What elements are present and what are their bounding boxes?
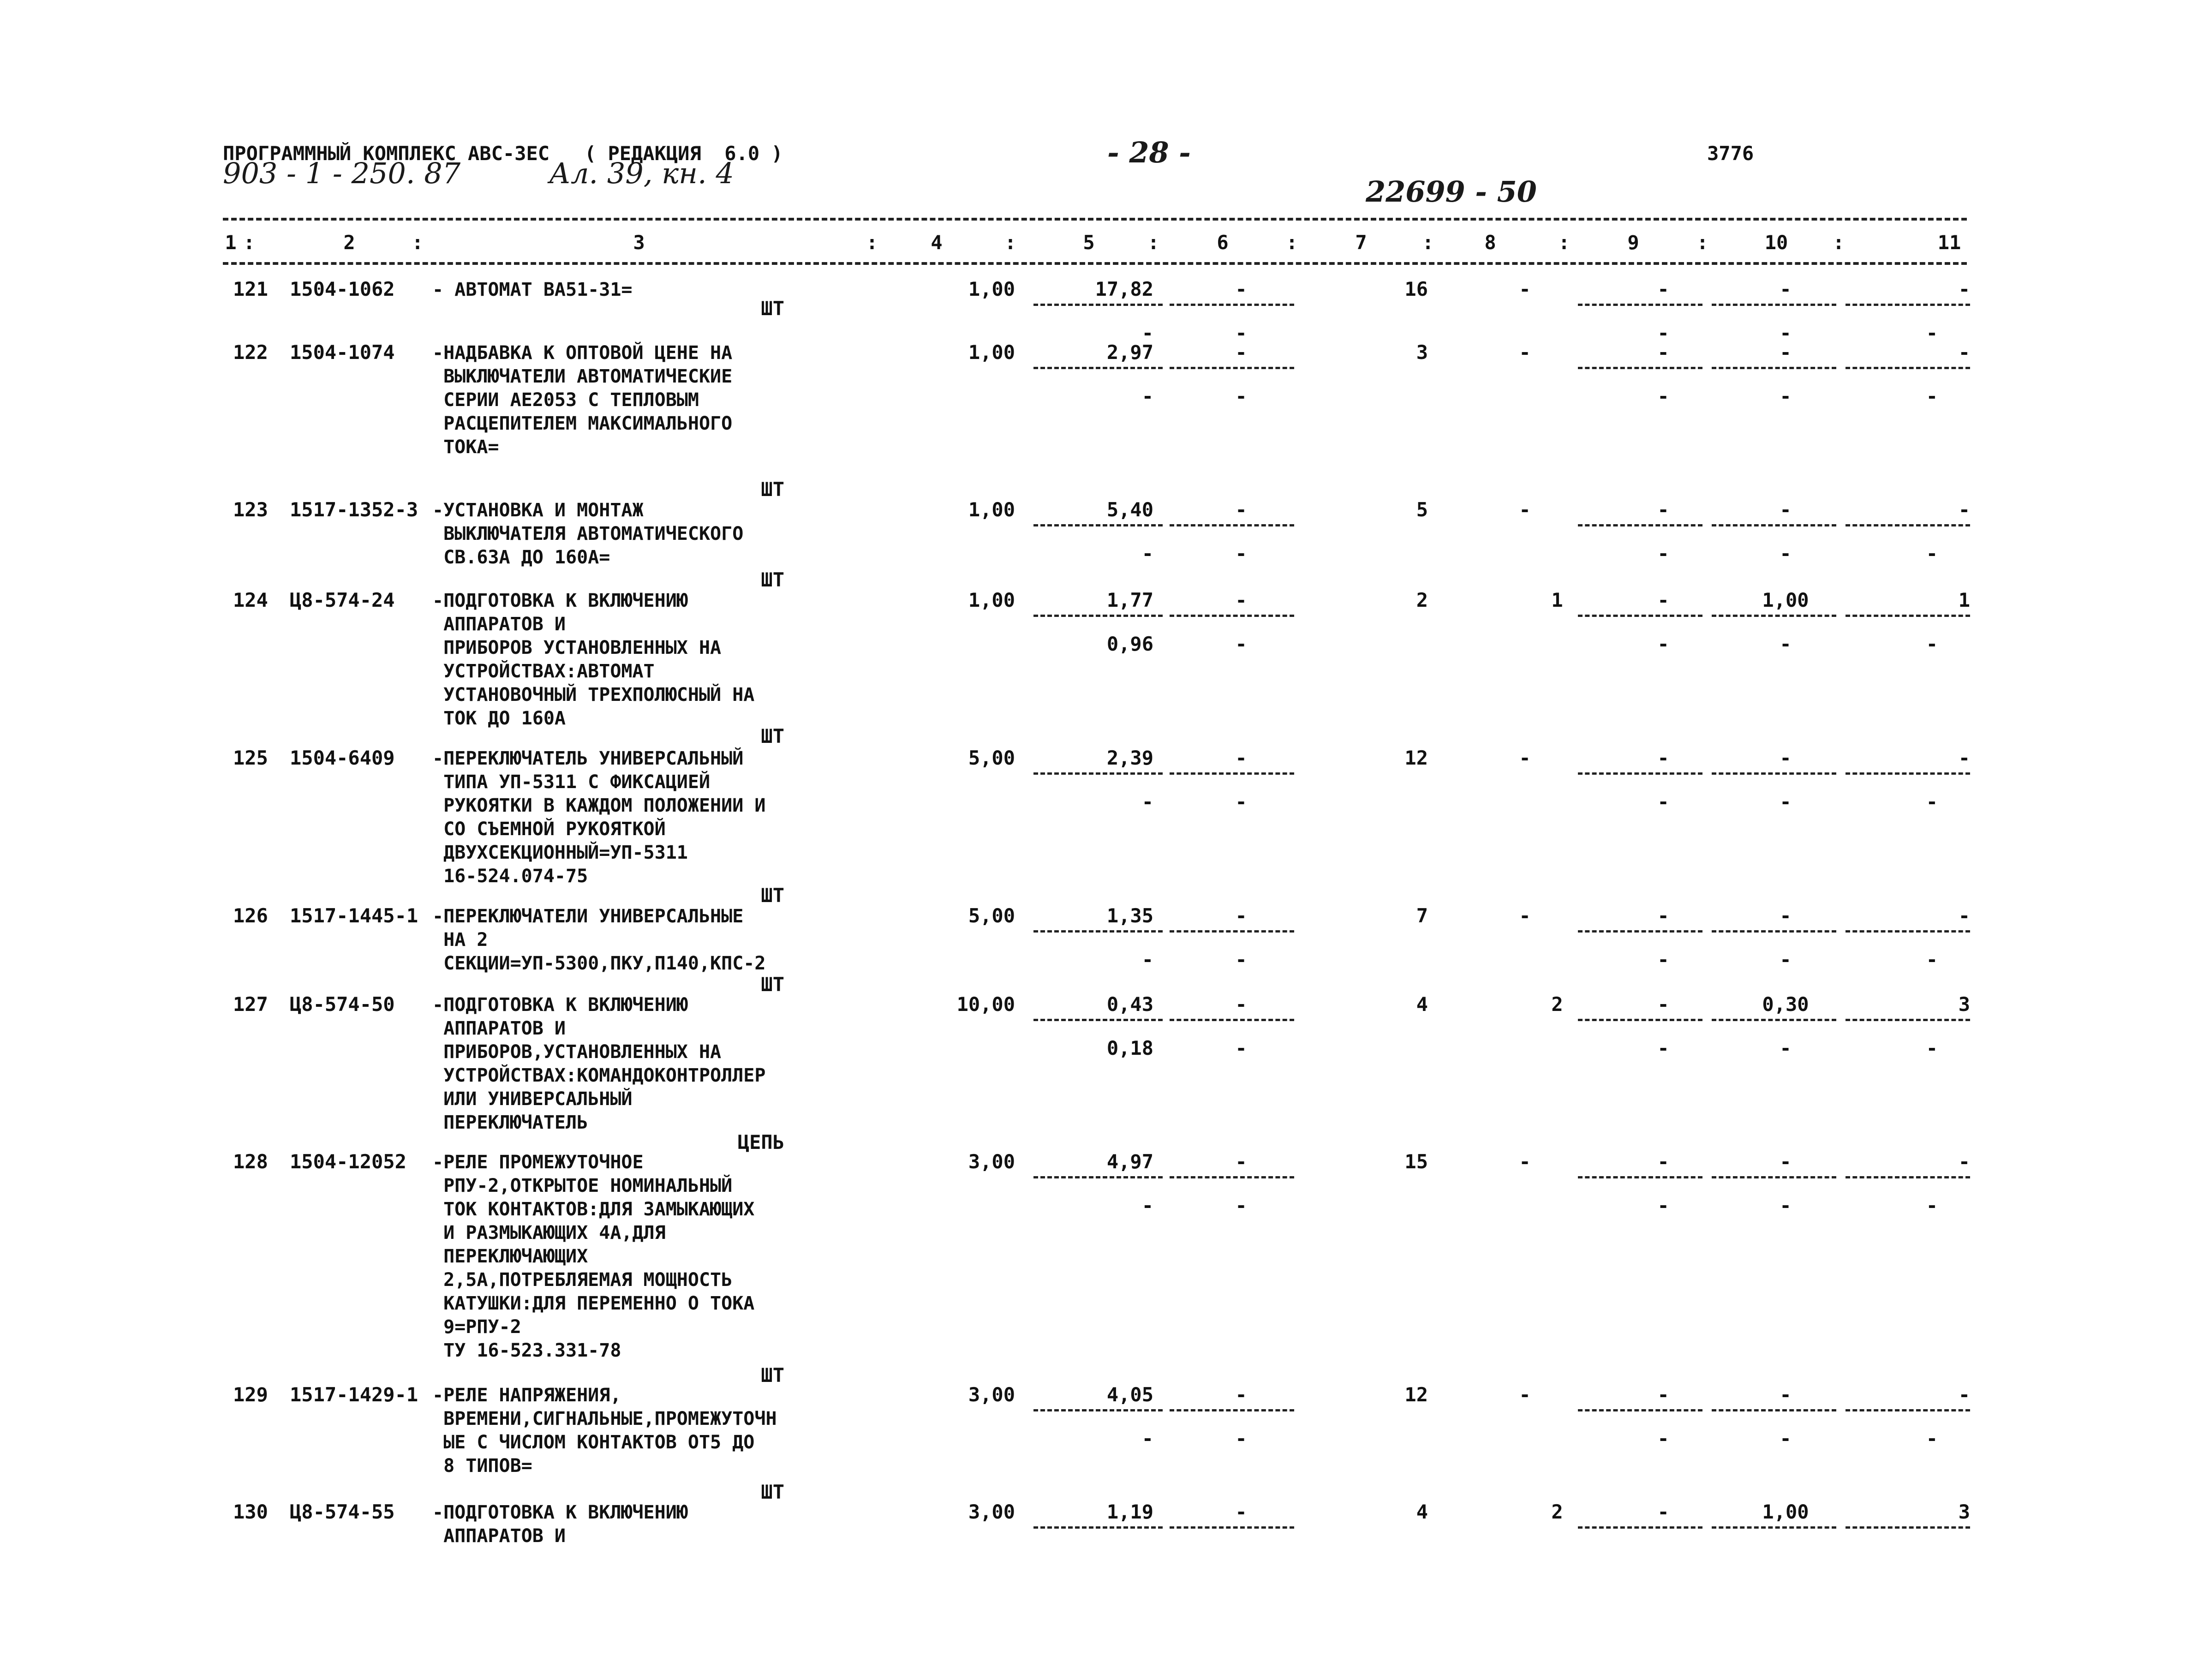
cell-c10-sub: - [1780,1037,1792,1059]
cell-price: 1,35 [1106,904,1153,927]
cell-rule-c10 [1712,930,1836,933]
cell-rule-c9 [1578,772,1702,775]
cell-c9-sub: - [1657,1037,1669,1059]
cell-quantity: 3,00 [968,1501,1015,1523]
cell-c9-sub: - [1657,542,1669,565]
cell-c10: - [1780,498,1792,521]
row-code: Ц8-574-50 [290,993,395,1016]
cell-c11: - [1958,1383,1970,1406]
row-unit: ШТ [761,1364,784,1387]
cell-rule-c5 [1033,615,1163,617]
cell-price-sub: 0,96 [1106,633,1153,655]
row-description-line: ВРЕМЕНИ,СИГНАЛЬНЫЕ,ПРОМЕЖУТОЧН [432,1408,777,1429]
cell-c6-sub: - [1235,542,1247,565]
row-number: 129 [233,1383,268,1406]
row-number: 123 [233,498,268,521]
cell-quantity: 5,00 [968,747,1015,769]
cell-c7: 15 [1404,1150,1428,1173]
row-description-line: РАСЦЕПИТЕЛЕМ МАКСИМАЛЬНОГО [432,413,733,434]
row-description-line: ТОКА= [432,436,499,458]
cell-quantity: 5,00 [968,904,1015,927]
cell-c6: - [1235,747,1247,769]
cell-c6-sub: - [1235,322,1247,344]
row-code: Ц8-574-24 [290,589,395,611]
row-number: 127 [233,993,268,1016]
cell-c10-sub: - [1780,948,1792,971]
cell-c9: - [1657,498,1669,521]
cell-price: 1,19 [1106,1501,1153,1523]
column-header-5: 5 [1083,231,1095,254]
cell-rule-c11 [1846,1526,1970,1529]
cell-c10: - [1780,904,1792,927]
row-code: 1504-12052 [290,1150,406,1173]
cell-rule-c5 [1033,1019,1163,1021]
cell-rule-c11 [1846,1176,1970,1178]
row-description-line: ПРИБОРОВ УСТАНОВЛЕННЫХ НА [432,637,722,658]
row-unit: ШТ [761,478,784,501]
cell-rule-c9 [1578,367,1702,369]
column-header-9: 9 [1627,231,1639,254]
document-number: 3776 [1707,142,1754,165]
row-unit: ШТ [761,973,784,996]
header-rule-top [223,218,1967,221]
row-description-line: 2,5А,ПОТРЕБЛЯЕМАЯ МОЩНОСТЬ [432,1269,733,1291]
cell-c9: - [1657,589,1669,611]
cell-c6-sub: - [1235,1194,1247,1217]
column-separator: : [1004,231,1016,254]
cell-rule-c6 [1170,1176,1294,1178]
cell-c10: - [1780,747,1792,769]
cell-rule-c5 [1033,1176,1163,1178]
column-header-2: 2 [343,231,355,254]
cell-c9: - [1657,1501,1669,1523]
row-number: 121 [233,278,268,300]
cell-c11: 3 [1958,1501,1970,1523]
cell-rule-c9 [1578,1176,1702,1178]
handwritten-inventory-code: 22699 - 50 [1366,175,1537,209]
cell-quantity: 3,00 [968,1150,1015,1173]
cell-rule-c5 [1033,1409,1163,1411]
cell-rule-c10 [1712,1526,1836,1529]
cell-quantity: 1,00 [968,278,1015,300]
row-description-line: ТУ 16-523.331-78 [432,1340,621,1361]
cell-rule-c10 [1712,367,1836,369]
row-description-line: -НАДБАВКА К ОПТОВОЙ ЦЕНЕ НА [432,342,733,364]
cell-c10-sub: - [1780,385,1792,407]
cell-quantity: 1,00 [968,341,1015,364]
handwritten-sheet-ref: Ал. 39, кн. 4 [549,156,734,190]
cell-quantity: 1,00 [968,498,1015,521]
row-description-line: 8 ТИПОВ= [432,1455,532,1477]
column-header-11: 11 [1937,231,1961,254]
cell-c10: - [1780,1150,1792,1173]
cell-c11-sub: - [1926,1427,1938,1450]
column-header-1: 1 [225,231,237,254]
cell-c9: - [1657,278,1669,300]
cell-rule-c6 [1170,1409,1294,1411]
row-description-line: -РЕЛЕ НАПРЯЖЕНИЯ, [432,1385,621,1406]
cell-rule-c11 [1846,367,1970,369]
row-number: 130 [233,1501,268,1523]
row-description-line: УСТАНОВОЧНЫЙ ТРЕХПОЛЮСНЫЙ НА [432,684,755,705]
page-number: - 28 - [1107,136,1191,169]
cell-c11: - [1958,1150,1970,1173]
cell-rule-c9 [1578,1409,1702,1411]
cell-c9: - [1657,993,1669,1016]
row-description-line: -ПОДГОТОВКА К ВКЛЮЧЕНИЮ [432,994,688,1016]
row-unit: ШТ [761,297,784,320]
row-unit: ШТ [761,884,784,907]
cell-price-sub: - [1141,322,1153,344]
cell-c11-sub: - [1926,948,1938,971]
cell-c9-sub: - [1657,633,1669,655]
cell-c6-sub: - [1235,385,1247,407]
cell-rule-c11 [1846,1019,1970,1021]
cell-c7: 3 [1416,341,1428,364]
cell-quantity: 10,00 [956,993,1015,1016]
column-separator: : [1422,231,1434,254]
cell-c6: - [1235,1501,1247,1523]
cell-rule-c10 [1712,524,1836,526]
cell-rule-c5 [1033,367,1163,369]
cell-price: 4,97 [1106,1150,1153,1173]
cell-c7: 12 [1404,1383,1428,1406]
row-unit: ШТ [761,568,784,591]
row-description-line: АППАРАТОВ И [432,1525,566,1547]
row-code: 1504-1062 [290,278,395,300]
cell-rule-c6 [1170,772,1294,775]
row-description-line: ПЕРЕКЛЮЧАТЕЛЬ [432,1112,588,1133]
row-unit: ЦЕПЬ [737,1131,784,1154]
cell-c6-sub: - [1235,948,1247,971]
cell-c8: 2 [1551,993,1563,1016]
handwritten-project-code: 903 - 1 - 250. 87 [223,156,461,190]
column-header-10: 10 [1764,231,1788,254]
cell-price: 1,77 [1106,589,1153,611]
header-rule-bottom [223,262,1967,265]
cell-price: 2,97 [1106,341,1153,364]
cell-price-sub: - [1141,948,1153,971]
cell-c6-sub: - [1235,1427,1247,1450]
cell-rule-c5 [1033,930,1163,933]
cell-rule-c6 [1170,615,1294,617]
row-code: 1517-1445-1 [290,904,418,927]
row-description-line: И РАЗМЫКАЮЩИХ 4А,ДЛЯ [432,1222,666,1244]
cell-c11-sub: - [1926,633,1938,655]
cell-c9-sub: - [1657,1194,1669,1217]
cell-rule-c9 [1578,615,1702,617]
row-description-line: 9=РПУ-2 [432,1316,521,1338]
cell-rule-c9 [1578,1019,1702,1021]
program-title: ПРОГРАММНЫЙ КОМПЛЕКС АВС-3ЕС ( РЕДАКЦИЯ 6.0 ) [223,142,783,165]
cell-c9-sub: - [1657,790,1669,813]
cell-rule-c11 [1846,930,1970,933]
row-description-line: РПУ-2,ОТКРЫТОЕ НОМИНАЛЬНЫЙ [432,1175,733,1196]
cell-rule-c6 [1170,304,1294,306]
cell-c10: 0,30 [1762,993,1809,1016]
cell-rule-c10 [1712,772,1836,775]
row-description-line: УСТРОЙСТВАХ:АВТОМАТ [432,661,655,682]
cell-rule-c10 [1712,1409,1836,1411]
row-number: 126 [233,904,268,927]
cell-price: 5,40 [1106,498,1153,521]
cell-rule-c11 [1846,1409,1970,1411]
cell-price-sub: - [1141,1194,1153,1217]
cell-rule-c9 [1578,524,1702,526]
row-description-line: ПЕРЕКЛЮЧАЮЩИХ [432,1246,588,1267]
cell-c10: - [1780,341,1792,364]
cell-price-sub: - [1141,790,1153,813]
cell-c11-sub: - [1926,790,1938,813]
row-unit: ШТ [761,1481,784,1503]
cell-c9-sub: - [1657,1427,1669,1450]
row-description-line: СВ.63А ДО 160А= [432,547,610,568]
row-description-line: ЫЕ С ЧИСЛОМ КОНТАКТОВ ОТ5 ДО [432,1432,755,1453]
row-description-line: ВЫКЛЮЧАТЕЛЯ АВТОМАТИЧЕСКОГО [432,523,744,544]
cell-c8: 2 [1551,1501,1563,1523]
cell-c10-sub: - [1780,542,1792,565]
cell-rule-c10 [1712,615,1836,617]
cell-c11-sub: - [1926,1194,1938,1217]
cell-c7: 7 [1416,904,1428,927]
row-description-line: ТОК КОНТАКТОВ:ДЛЯ ЗАМЫКАЮЩИХ [432,1199,755,1220]
cell-c6: - [1235,341,1247,364]
cell-c10: 1,00 [1762,1501,1809,1523]
row-description-line: -ПЕРЕКЛЮЧАТЕЛЬ УНИВЕРСАЛЬНЫЙ [432,748,744,769]
cell-c11: - [1958,498,1970,521]
row-number: 122 [233,341,268,364]
column-separator: : [866,231,878,254]
cell-rule-c9 [1578,930,1702,933]
cell-c10-sub: - [1780,322,1792,344]
cell-price-sub: - [1141,385,1153,407]
row-description-line: АППАРАТОВ И [432,1018,566,1039]
row-description-line: ВЫКЛЮЧАТЕЛИ АВТОМАТИЧЕСКИЕ [432,366,733,387]
cell-c11: - [1958,278,1970,300]
row-description-line: ИЛИ УНИВЕРСАЛЬНЫЙ [432,1088,633,1110]
cell-c7: 4 [1416,993,1428,1016]
cell-c8: - [1519,904,1531,927]
row-code: 1504-1074 [290,341,395,364]
cell-c9: - [1657,747,1669,769]
row-description-line: -ПЕРЕКЛЮЧАТЕЛИ УНИВЕРСАЛЬНЫЕ [432,906,744,927]
cell-c10-sub: - [1780,790,1792,813]
cell-c10: 1,00 [1762,589,1809,611]
row-description-line: НА 2 [432,929,488,951]
cell-c8: - [1519,498,1531,521]
cell-c9: - [1657,1383,1669,1406]
cell-c11-sub: - [1926,1037,1938,1059]
cell-c8: - [1519,1383,1531,1406]
cell-c9-sub: - [1657,322,1669,344]
column-separator: : [243,231,255,254]
cell-c10-sub: - [1780,1194,1792,1217]
cell-price: 17,82 [1095,278,1153,300]
cell-rule-c11 [1846,524,1970,526]
cell-c6-sub: - [1235,1037,1247,1059]
column-separator: : [1558,231,1570,254]
cell-c8: 1 [1551,589,1563,611]
cell-rule-c9 [1578,304,1702,306]
cell-c6: - [1235,589,1247,611]
row-number: 125 [233,747,268,769]
cell-c11-sub: - [1926,322,1938,344]
cell-c7: 5 [1416,498,1428,521]
column-header-7: 7 [1355,231,1367,254]
cell-quantity: 1,00 [968,589,1015,611]
cell-c11: - [1958,341,1970,364]
row-description-line: -УСТАНОВКА И МОНТАЖ [432,500,644,521]
column-separator: : [1286,231,1298,254]
cell-c6: - [1235,904,1247,927]
cell-price: 4,05 [1106,1383,1153,1406]
cell-c9-sub: - [1657,385,1669,407]
cell-rule-c6 [1170,930,1294,933]
row-unit: ШТ [761,725,784,747]
row-description-line: 16-524.074-75 [432,866,588,887]
row-description-line: -РЕЛЕ ПРОМЕЖУТОЧНОЕ [432,1152,644,1173]
cell-rule-c5 [1033,1526,1163,1529]
row-code: 1504-6409 [290,747,395,769]
cell-c8: - [1519,341,1531,364]
row-number: 124 [233,589,268,611]
row-description-line: АППАРАТОВ И [432,614,566,635]
cell-rule-c10 [1712,1019,1836,1021]
cell-quantity: 3,00 [968,1383,1015,1406]
cell-c9: - [1657,1150,1669,1173]
cell-c10: - [1780,1383,1792,1406]
cell-c6: - [1235,278,1247,300]
column-header-3: 3 [633,231,645,254]
row-description-line: СЕРИИ АЕ2053 С ТЕПЛОВЫМ [432,389,699,411]
row-description-line: -ПОДГОТОВКА К ВКЛЮЧЕНИЮ [432,1502,688,1523]
cell-c10-sub: - [1780,633,1792,655]
row-code: 1517-1352-3 [290,498,418,521]
cell-c9: - [1657,341,1669,364]
cell-c8: - [1519,1150,1531,1173]
cell-rule-c5 [1033,772,1163,775]
cell-rule-c6 [1170,524,1294,526]
row-description-line: -ПОДГОТОВКА К ВКЛЮЧЕНИЮ [432,590,688,611]
row-description-line: РУКОЯТКИ В КАЖДОМ ПОЛОЖЕНИИ И [432,795,766,816]
cell-c11-sub: - [1926,385,1938,407]
cell-c7: 2 [1416,589,1428,611]
cell-price-sub: - [1141,1427,1153,1450]
cell-rule-c5 [1033,304,1163,306]
column-separator: : [412,231,424,254]
row-description-line: СЕКЦИИ=УП-5300,ПКУ,П140,КПС-2 [432,953,766,974]
cell-c11: - [1958,747,1970,769]
cell-c8: - [1519,747,1531,769]
row-description-line: ТОК ДО 160А [432,708,566,729]
column-separator: : [1696,231,1708,254]
cell-rule-c10 [1712,1176,1836,1178]
cell-price-sub: 0,18 [1106,1037,1153,1059]
row-description-line: СО СЪЕМНОЙ РУКОЯТКОЙ [432,819,666,840]
cell-rule-c11 [1846,304,1970,306]
cell-c10-sub: - [1780,1427,1792,1450]
cell-price: 2,39 [1106,747,1153,769]
cell-rule-c6 [1170,1019,1294,1021]
row-description-line: УСТРОЙСТВАХ:КОМАНДОКОНТРОЛЛЕР [432,1065,766,1086]
cell-c11: 1 [1958,589,1970,611]
cell-c7: 4 [1416,1501,1428,1523]
column-separator: : [1833,231,1845,254]
row-description-line: ДВУХСЕКЦИОННЫЙ=УП-5311 [432,842,688,863]
cell-rule-c5 [1033,524,1163,526]
cell-c8: - [1519,278,1531,300]
cell-c7: 16 [1404,278,1428,300]
cell-c6-sub: - [1235,790,1247,813]
cell-c10: - [1780,278,1792,300]
cell-rule-c6 [1170,1526,1294,1529]
cell-c9-sub: - [1657,948,1669,971]
row-code: 1517-1429-1 [290,1383,418,1406]
cell-rule-c9 [1578,1526,1702,1529]
column-header-8: 8 [1484,231,1496,254]
cell-rule-c10 [1712,304,1836,306]
cell-c6: - [1235,498,1247,521]
row-description-line: - АВТОМАТ ВА51-31= [432,279,633,300]
cell-c6: - [1235,993,1247,1016]
column-header-4: 4 [931,231,943,254]
cell-rule-c11 [1846,615,1970,617]
cell-c6: - [1235,1150,1247,1173]
cell-c6-sub: - [1235,633,1247,655]
cell-price: 0,43 [1106,993,1153,1016]
cell-c9: - [1657,904,1669,927]
cell-c7: 12 [1404,747,1428,769]
column-header-6: 6 [1217,231,1229,254]
cell-c6: - [1235,1383,1247,1406]
row-number: 128 [233,1150,268,1173]
cell-c11: - [1958,904,1970,927]
row-code: Ц8-574-55 [290,1501,395,1523]
cell-rule-c11 [1846,772,1970,775]
column-separator: : [1147,231,1159,254]
cell-price-sub: - [1141,542,1153,565]
row-description-line: ПРИБОРОВ,УСТАНОВЛЕННЫХ НА [432,1041,722,1063]
cell-c11-sub: - [1926,542,1938,565]
cell-c11: 3 [1958,993,1970,1016]
row-description-line: ТИПА УП-5311 С ФИКСАЦИЕЙ [432,771,711,793]
row-description-line: КАТУШКИ:ДЛЯ ПЕРЕМЕННО О ТОКА [432,1293,755,1314]
cell-rule-c6 [1170,367,1294,369]
